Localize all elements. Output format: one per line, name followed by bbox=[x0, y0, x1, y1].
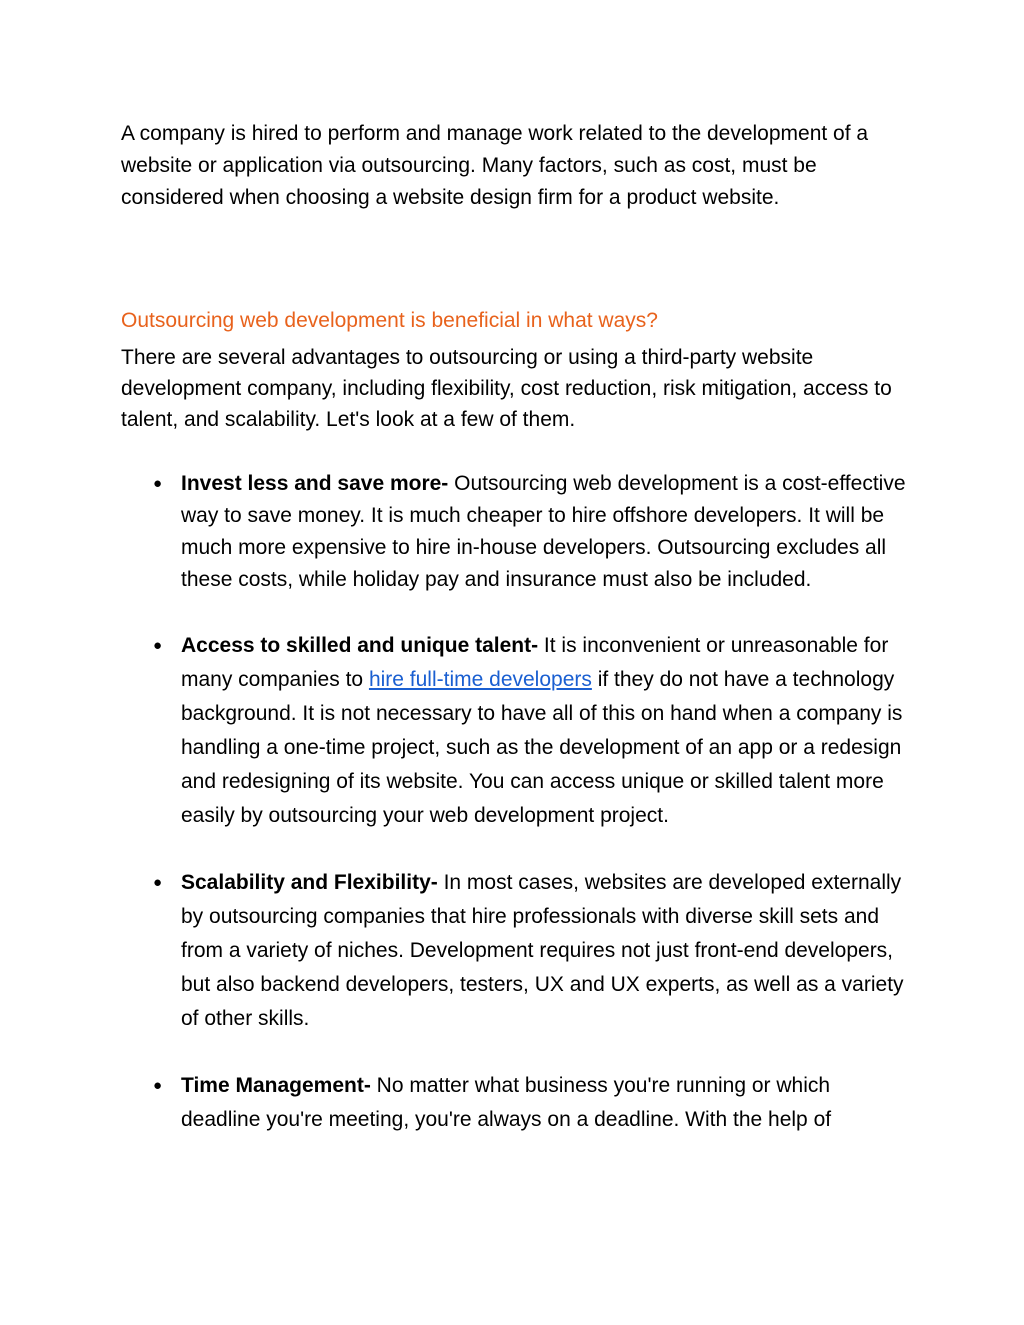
bullet-text: Outsourcing web development is a cost-effective way to save money. It is much cheaper to hire offshore developers. It will be much more expensive to hire in-house developers. Outsourcing excludes all these costs, while holiday pay and insurance must also be included. bbox=[181, 472, 906, 591]
bullet-text: No matter what business you're running or which deadline you're meeting, you're always on a deadline. With the help of bbox=[181, 1074, 832, 1131]
section-heading: Outsourcing web development is beneficial in what ways? bbox=[121, 309, 658, 332]
bullet-icon: ● bbox=[153, 475, 163, 492]
bullet-icon: ● bbox=[153, 1077, 163, 1094]
bullet-text: if they do not have a technology background. It is not necessary to have all of this on hand when a company is handling a one-time project, such as the development of an app or a redesign and redesigning of its website. You can access unique or skilled talent more easily by outsourcing your web development project. bbox=[181, 668, 903, 827]
intro-paragraph: A company is hired to perform and manage work related to the development of a website or application via outsourcing. Many factors, such as cost, must be considered when choosing a website design firm for a product website. bbox=[121, 122, 869, 209]
bullet-title: Time Management- bbox=[181, 1074, 371, 1097]
hire-developers-link[interactable]: hire full-time developers bbox=[368, 668, 592, 691]
bullet-icon: ● bbox=[153, 637, 163, 654]
bullet-title: Access to skilled and unique talent- bbox=[181, 634, 539, 657]
bullet-icon: ● bbox=[153, 874, 163, 891]
bullet-title: Invest less and save more- bbox=[181, 472, 449, 495]
bullet-title: Scalability and Flexibility- bbox=[181, 871, 438, 894]
list-item bbox=[121, 1069, 911, 1137]
bullet-text: In most cases, websites are developed externally by outsourcing companies that hire professionals with diverse skill sets and from a variety of niches. Development requires not just front-end developers, but also backend developers, testers, UX and UX experts, as well as a variety of other skills. bbox=[181, 871, 904, 1030]
document-page bbox=[121, 118, 911, 1170]
list-item bbox=[121, 629, 911, 833]
advantages-paragraph: There are several advantages to outsourcing or using a third-party website development company, including flexibility, cost reduction, risk mitigation, access to talent, and scalability. Let's look at a few of them. bbox=[121, 346, 892, 431]
list-item bbox=[121, 866, 911, 1036]
advantages-list bbox=[121, 468, 911, 1137]
list-item bbox=[121, 468, 911, 596]
bullet-text: It is inconvenient or unreasonable for many companies to bbox=[181, 634, 889, 691]
